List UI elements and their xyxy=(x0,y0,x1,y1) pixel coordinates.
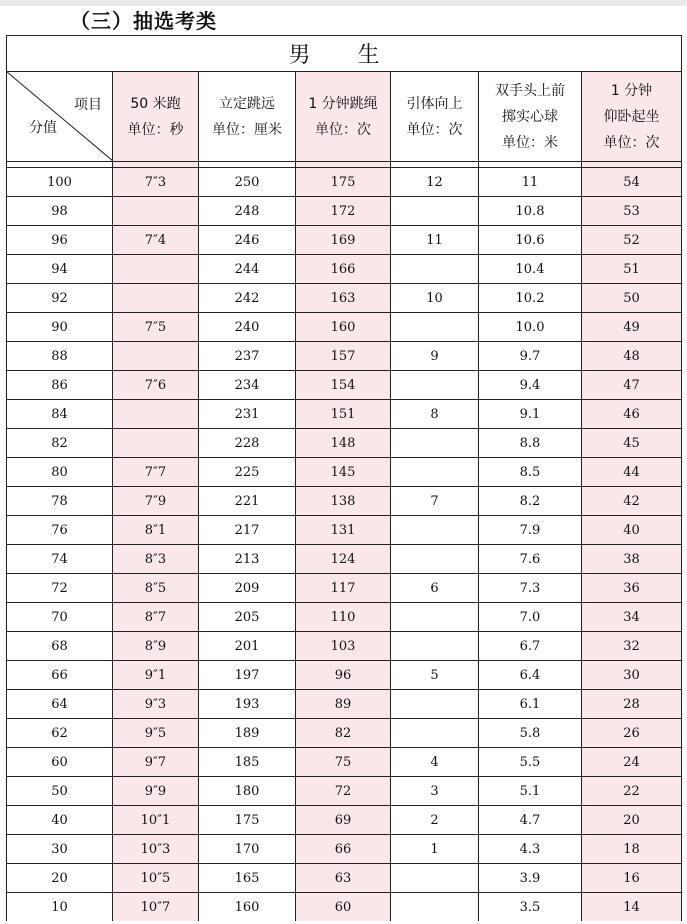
value-cell: 52 xyxy=(582,226,682,255)
value-cell: 9 xyxy=(391,342,479,371)
value-cell: 213 xyxy=(199,545,296,574)
table-row xyxy=(7,632,682,661)
column-header-line: 掷实心球 xyxy=(502,108,558,125)
value-cell: 205 xyxy=(199,603,296,632)
score-cell: 90 xyxy=(7,313,113,342)
score-cell: 92 xyxy=(7,284,113,313)
value-cell: 10″5 xyxy=(113,864,199,893)
value-cell: 154 xyxy=(296,371,391,400)
value-cell: 6.7 xyxy=(479,632,582,661)
value-cell: 5 xyxy=(391,661,479,690)
score-cell: 40 xyxy=(7,806,113,835)
value-cell: 3 xyxy=(391,777,479,806)
value-cell: 189 xyxy=(199,719,296,748)
value-cell xyxy=(391,864,479,893)
column-header-6 xyxy=(582,72,682,162)
score-cell: 88 xyxy=(7,342,113,371)
column-header-line: 单位：米 xyxy=(502,134,558,151)
value-cell xyxy=(391,197,479,226)
value-cell: 69 xyxy=(296,806,391,835)
score-cell: 20 xyxy=(7,864,113,893)
value-cell: 60 xyxy=(296,893,391,922)
value-cell xyxy=(391,545,479,574)
value-cell: 103 xyxy=(296,632,391,661)
table-row xyxy=(7,255,682,284)
value-cell: 36 xyxy=(582,574,682,603)
table-row xyxy=(7,197,682,226)
table-row xyxy=(7,603,682,632)
value-cell: 209 xyxy=(199,574,296,603)
value-cell: 124 xyxy=(296,545,391,574)
table-row xyxy=(7,864,682,893)
value-cell: 217 xyxy=(199,516,296,545)
table-row xyxy=(7,458,682,487)
value-cell: 5.5 xyxy=(479,748,582,777)
value-cell: 26 xyxy=(582,719,682,748)
value-cell: 185 xyxy=(199,748,296,777)
value-cell: 145 xyxy=(296,458,391,487)
score-cell: 66 xyxy=(7,661,113,690)
value-cell: 40 xyxy=(582,516,682,545)
table-row xyxy=(7,487,682,516)
table-row xyxy=(7,893,682,922)
value-cell: 250 xyxy=(199,168,296,197)
value-cell: 10.8 xyxy=(479,197,582,226)
value-cell: 248 xyxy=(199,197,296,226)
value-cell xyxy=(113,197,199,226)
value-cell: 8.8 xyxy=(479,429,582,458)
score-cell: 30 xyxy=(7,835,113,864)
value-cell: 72 xyxy=(296,777,391,806)
column-header-line: 1 分钟 xyxy=(610,82,653,99)
sex-label: 男 生 xyxy=(7,36,682,72)
value-cell: 6 xyxy=(391,574,479,603)
score-cell: 72 xyxy=(7,574,113,603)
table-row xyxy=(7,429,682,458)
value-cell: 42 xyxy=(582,487,682,516)
value-cell: 7″7 xyxy=(113,458,199,487)
column-header-line: 单位：次 xyxy=(603,134,660,151)
value-cell: 7.9 xyxy=(479,516,582,545)
value-cell: 89 xyxy=(296,690,391,719)
table-row xyxy=(7,516,682,545)
value-cell: 66 xyxy=(296,835,391,864)
value-cell: 8″5 xyxy=(113,574,199,603)
value-cell: 49 xyxy=(582,313,682,342)
table-row xyxy=(7,284,682,313)
value-cell: 9″7 xyxy=(113,748,199,777)
value-cell: 246 xyxy=(199,226,296,255)
score-cell: 80 xyxy=(7,458,113,487)
section-title: （三）抽选考类 xyxy=(70,9,217,33)
value-cell: 242 xyxy=(199,284,296,313)
corner-cell xyxy=(7,72,113,162)
column-header-line: 单位：次 xyxy=(406,121,463,138)
table-row xyxy=(7,748,682,777)
value-cell: 169 xyxy=(296,226,391,255)
value-cell: 12 xyxy=(391,168,479,197)
value-cell: 9″3 xyxy=(113,690,199,719)
value-cell: 18 xyxy=(582,835,682,864)
value-cell: 8 xyxy=(391,400,479,429)
value-cell: 3.5 xyxy=(479,893,582,922)
column-header-3 xyxy=(296,72,391,162)
column-header-2 xyxy=(199,72,296,162)
value-cell xyxy=(391,255,479,284)
value-cell: 1 xyxy=(391,835,479,864)
value-cell: 197 xyxy=(199,661,296,690)
value-cell: 138 xyxy=(296,487,391,516)
value-cell xyxy=(113,342,199,371)
value-cell: 170 xyxy=(199,835,296,864)
value-cell: 110 xyxy=(296,603,391,632)
value-cell xyxy=(391,313,479,342)
table-row xyxy=(7,574,682,603)
column-header-line: 单位：次 xyxy=(315,121,371,138)
value-cell: 38 xyxy=(582,545,682,574)
value-cell: 10.6 xyxy=(479,226,582,255)
value-cell: 11 xyxy=(479,168,582,197)
score-table xyxy=(6,35,682,921)
score-cell: 10 xyxy=(7,893,113,922)
value-cell: 9.1 xyxy=(479,400,582,429)
value-cell xyxy=(391,458,479,487)
value-cell xyxy=(391,429,479,458)
value-cell: 240 xyxy=(199,313,296,342)
value-cell: 5.1 xyxy=(479,777,582,806)
value-cell: 8″1 xyxy=(113,516,199,545)
table-row xyxy=(7,313,682,342)
column-header-row xyxy=(7,72,682,162)
score-cell: 60 xyxy=(7,748,113,777)
table-row xyxy=(7,168,682,197)
value-cell: 96 xyxy=(296,661,391,690)
value-cell: 10″1 xyxy=(113,806,199,835)
value-cell: 28 xyxy=(582,690,682,719)
score-cell: 70 xyxy=(7,603,113,632)
score-cell: 98 xyxy=(7,197,113,226)
value-cell: 50 xyxy=(582,284,682,313)
score-cell: 64 xyxy=(7,690,113,719)
value-cell: 175 xyxy=(296,168,391,197)
value-cell: 3.9 xyxy=(479,864,582,893)
value-cell: 157 xyxy=(296,342,391,371)
column-header-5 xyxy=(479,72,582,162)
value-cell: 8″9 xyxy=(113,632,199,661)
table-row xyxy=(7,342,682,371)
value-cell: 8.2 xyxy=(479,487,582,516)
value-cell: 148 xyxy=(296,429,391,458)
table-row xyxy=(7,806,682,835)
value-cell: 175 xyxy=(199,806,296,835)
column-header-line: 50 米跑 xyxy=(130,95,181,112)
column-header-line: 双手头上前 xyxy=(495,82,565,99)
table-row xyxy=(7,371,682,400)
column-header-line: 1 分钟跳绳 xyxy=(308,95,378,112)
value-cell: 10.2 xyxy=(479,284,582,313)
score-cell: 68 xyxy=(7,632,113,661)
column-header-line: 引体向上 xyxy=(406,95,463,112)
value-cell: 48 xyxy=(582,342,682,371)
value-cell: 6.1 xyxy=(479,690,582,719)
value-cell xyxy=(391,690,479,719)
corner-item-label: 项目 xyxy=(74,97,102,113)
score-cell: 82 xyxy=(7,429,113,458)
table-row xyxy=(7,226,682,255)
value-cell: 51 xyxy=(582,255,682,284)
score-cell: 62 xyxy=(7,719,113,748)
column-header-4 xyxy=(391,72,479,162)
value-cell: 7 xyxy=(391,487,479,516)
value-cell xyxy=(391,371,479,400)
value-cell: 32 xyxy=(582,632,682,661)
value-cell: 9″9 xyxy=(113,777,199,806)
value-cell: 82 xyxy=(296,719,391,748)
value-cell: 8.5 xyxy=(479,458,582,487)
score-cell: 94 xyxy=(7,255,113,284)
value-cell: 4.7 xyxy=(479,806,582,835)
value-cell xyxy=(391,719,479,748)
value-cell: 16 xyxy=(582,864,682,893)
value-cell: 45 xyxy=(582,429,682,458)
value-cell: 53 xyxy=(582,197,682,226)
table-row xyxy=(7,690,682,719)
value-cell: 234 xyxy=(199,371,296,400)
value-cell: 6.4 xyxy=(479,661,582,690)
value-cell xyxy=(391,893,479,922)
column-header-line: 单位：秒 xyxy=(127,121,184,138)
value-cell: 7.0 xyxy=(479,603,582,632)
value-cell: 46 xyxy=(582,400,682,429)
corner-score-label: 分值 xyxy=(29,120,57,136)
value-cell: 8″3 xyxy=(113,545,199,574)
value-cell: 75 xyxy=(296,748,391,777)
value-cell: 7″6 xyxy=(113,371,199,400)
value-cell: 131 xyxy=(296,516,391,545)
value-cell xyxy=(391,516,479,545)
value-cell: 225 xyxy=(199,458,296,487)
value-cell: 7″9 xyxy=(113,487,199,516)
value-cell: 9.4 xyxy=(479,371,582,400)
value-cell: 10 xyxy=(391,284,479,313)
value-cell: 193 xyxy=(199,690,296,719)
value-cell: 54 xyxy=(582,168,682,197)
value-cell xyxy=(113,429,199,458)
value-cell: 7″5 xyxy=(113,313,199,342)
table-row xyxy=(7,545,682,574)
column-header-1 xyxy=(113,72,199,162)
value-cell: 5.8 xyxy=(479,719,582,748)
value-cell: 7″4 xyxy=(113,226,199,255)
value-cell: 165 xyxy=(199,864,296,893)
value-cell: 9.7 xyxy=(479,342,582,371)
value-cell: 151 xyxy=(296,400,391,429)
value-cell: 8″7 xyxy=(113,603,199,632)
value-cell: 10″7 xyxy=(113,893,199,922)
value-cell: 10.0 xyxy=(479,313,582,342)
value-cell: 2 xyxy=(391,806,479,835)
value-cell: 231 xyxy=(199,400,296,429)
sex-header-row xyxy=(7,36,682,72)
value-cell xyxy=(113,400,199,429)
value-cell: 44 xyxy=(582,458,682,487)
value-cell: 160 xyxy=(296,313,391,342)
score-cell: 50 xyxy=(7,777,113,806)
value-cell: 14 xyxy=(582,893,682,922)
value-cell: 7.3 xyxy=(479,574,582,603)
value-cell: 172 xyxy=(296,197,391,226)
value-cell: 180 xyxy=(199,777,296,806)
value-cell: 163 xyxy=(296,284,391,313)
table-row xyxy=(7,661,682,690)
column-header-line: 立定跳远 xyxy=(219,95,275,112)
value-cell: 9″5 xyxy=(113,719,199,748)
score-cell: 78 xyxy=(7,487,113,516)
value-cell: 7.6 xyxy=(479,545,582,574)
value-cell: 30 xyxy=(582,661,682,690)
value-cell: 63 xyxy=(296,864,391,893)
value-cell: 4.3 xyxy=(479,835,582,864)
value-cell: 160 xyxy=(199,893,296,922)
table-row xyxy=(7,777,682,806)
value-cell: 221 xyxy=(199,487,296,516)
value-cell xyxy=(113,255,199,284)
score-cell: 100 xyxy=(7,168,113,197)
value-cell: 47 xyxy=(582,371,682,400)
score-cell: 96 xyxy=(7,226,113,255)
value-cell: 228 xyxy=(199,429,296,458)
value-cell xyxy=(113,284,199,313)
column-header-line: 仰卧起坐 xyxy=(603,108,660,125)
value-cell xyxy=(391,632,479,661)
column-header-line: 单位：厘米 xyxy=(212,121,282,138)
table-row xyxy=(7,719,682,748)
score-cell: 86 xyxy=(7,371,113,400)
value-cell: 10″3 xyxy=(113,835,199,864)
value-cell: 22 xyxy=(582,777,682,806)
value-cell: 166 xyxy=(296,255,391,284)
score-cell: 84 xyxy=(7,400,113,429)
value-cell: 11 xyxy=(391,226,479,255)
value-cell: 24 xyxy=(582,748,682,777)
score-cell: 76 xyxy=(7,516,113,545)
value-cell: 7″3 xyxy=(113,168,199,197)
value-cell: 4 xyxy=(391,748,479,777)
value-cell: 9″1 xyxy=(113,661,199,690)
value-cell xyxy=(391,603,479,632)
table-row xyxy=(7,835,682,864)
table-row xyxy=(7,400,682,429)
table-body xyxy=(7,162,682,922)
value-cell: 117 xyxy=(296,574,391,603)
value-cell: 237 xyxy=(199,342,296,371)
value-cell: 201 xyxy=(199,632,296,661)
value-cell: 34 xyxy=(582,603,682,632)
score-cell: 74 xyxy=(7,545,113,574)
value-cell: 20 xyxy=(582,806,682,835)
value-cell: 244 xyxy=(199,255,296,284)
value-cell: 10.4 xyxy=(479,255,582,284)
